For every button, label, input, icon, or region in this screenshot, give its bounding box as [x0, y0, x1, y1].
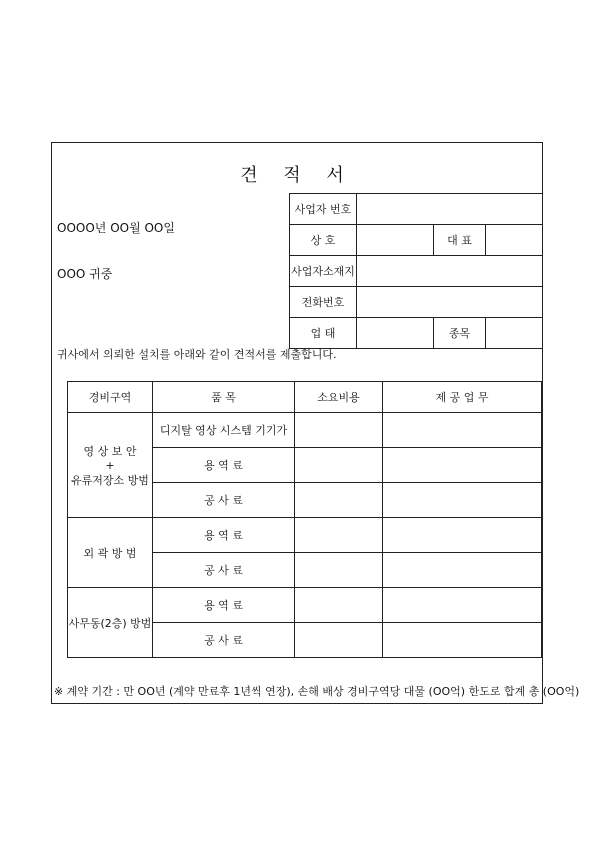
business-type-label: 업 태: [290, 318, 357, 349]
cost-cell[interactable]: [295, 623, 383, 658]
cost-cell[interactable]: [295, 518, 383, 553]
estimate-form: [51, 142, 580, 704]
header-item: 품 목: [153, 382, 295, 413]
zone-cell-2: [68, 518, 153, 588]
business-type-value[interactable]: [357, 318, 434, 349]
service-cell[interactable]: [383, 588, 542, 623]
contract-note: ※ 계약 기간 : 만 OO년 (계약 만료후 1년씩 연장), 손해 배상 경비구역당 대물 (OO억) 한도로 합계 총 (OO억): [54, 685, 580, 698]
business-no-label: 사업자 번호: [290, 194, 357, 225]
zone-cell-1: [68, 413, 153, 518]
table-row: [68, 588, 542, 623]
cost-cell[interactable]: [295, 448, 383, 483]
representative-label: 대 표: [434, 225, 486, 256]
zone-name-line: 사무동(2층) 방범: [68, 616, 152, 630]
item-cell: 용 역 료: [153, 588, 295, 623]
service-cell[interactable]: [383, 448, 542, 483]
document-title: 견 적 서: [240, 165, 354, 186]
item-cell: 공 사 료: [153, 553, 295, 588]
table-row: [68, 518, 542, 553]
document-date: OOOO년 OO월 OO일: [57, 221, 175, 235]
zone-name-line: 유류저장소 방범: [71, 473, 149, 487]
item-cell: 용 역 료: [153, 448, 295, 483]
addressee: OOO 귀중: [57, 267, 113, 281]
estimate-items-table: [67, 381, 542, 658]
company-value[interactable]: [357, 225, 434, 256]
cost-cell[interactable]: [295, 588, 383, 623]
representative-value[interactable]: [486, 225, 543, 256]
service-cell[interactable]: [383, 518, 542, 553]
header-cost: 소요비용: [295, 382, 383, 413]
phone-label: 전화번호: [290, 287, 357, 318]
address-value[interactable]: [357, 256, 543, 287]
item-cell: 공 사 료: [153, 483, 295, 518]
zone-name-line: 외 곽 방 범: [83, 546, 137, 560]
header-service: 제 공 업 무: [383, 382, 542, 413]
phone-value[interactable]: [357, 287, 543, 318]
cost-cell[interactable]: [295, 413, 383, 448]
item-cell: 용 역 료: [153, 518, 295, 553]
category-value[interactable]: [486, 318, 543, 349]
supplier-info-table: [289, 193, 543, 349]
table-header-row: [68, 382, 542, 413]
service-cell[interactable]: [383, 483, 542, 518]
service-cell[interactable]: [383, 553, 542, 588]
item-cell: 공 사 료: [153, 623, 295, 658]
category-label: 종목: [434, 318, 486, 349]
zone-name-line: +: [105, 458, 115, 472]
service-cell[interactable]: [383, 623, 542, 658]
service-cell[interactable]: [383, 413, 542, 448]
zone-cell-3: [68, 588, 153, 658]
cost-cell[interactable]: [295, 483, 383, 518]
company-label: 상 호: [290, 225, 357, 256]
statement-text: 귀사에서 의뢰한 설치를 아래와 같이 견적서를 제출합니다.: [57, 348, 337, 361]
cost-cell[interactable]: [295, 553, 383, 588]
address-label: 사업자소재지: [290, 256, 357, 287]
header-zone: 경비구역: [68, 382, 153, 413]
table-row: [68, 413, 542, 448]
item-cell: 디지탈 영상 시스템 기기가: [153, 413, 295, 448]
zone-name-line: 영 상 보 안: [83, 444, 137, 458]
business-no-value[interactable]: [357, 194, 543, 225]
